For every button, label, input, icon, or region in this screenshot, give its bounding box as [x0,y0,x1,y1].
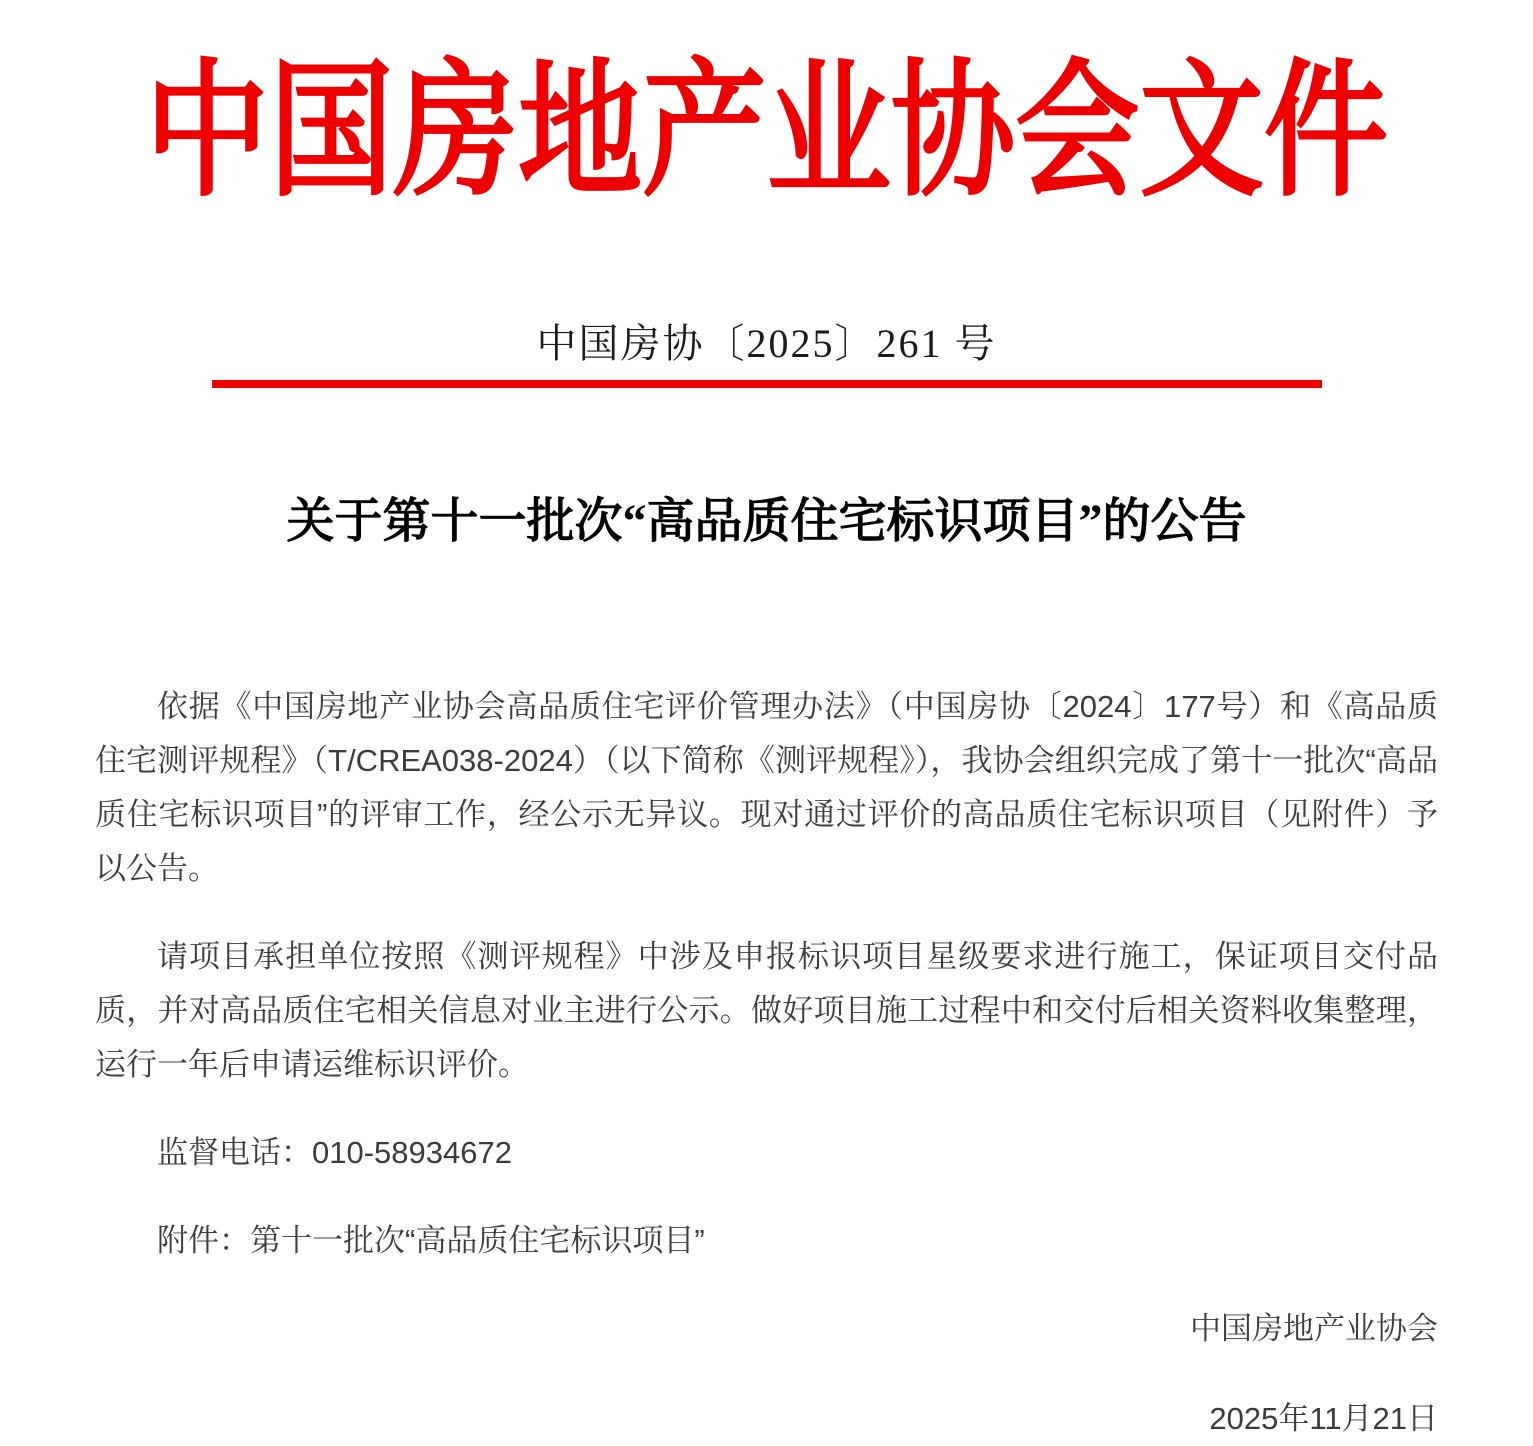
supervision-phone-line: 监督电话：010-58934672 [157,1135,512,1170]
document-page [0,38,1533,1436]
attachment-line: 附件：第十一批次“高品质住宅标识项目” [157,1223,705,1258]
red-divider-line [212,380,1322,388]
doc-number: 中国房协〔2025〕261 号 [536,321,997,366]
document-main [0,492,1533,1446]
paragraph-1: 依据《中国房地产业协会高品质住宅评价管理办法》（中国房协〔2024〕177号）和《高品质住宅测评规程》（T/CREA038-2024）（以下简称《测评规程》），我协会组织完成了第十一批次“高品质住宅标识项目”的评审工作，经公示无异议。现对通过评价的高品质住宅标识项目（见附件）予以公告。 [95,689,1438,886]
document-title: 关于第十一批次“高品质住宅标识项目”的公告 [286,495,1247,548]
signature-block [95,1302,1438,1446]
letterhead-org-title: 中国房地产业协会文件 [144,51,1389,215]
signature-org: 中国房地产业协会 [1190,1311,1438,1346]
paragraph-2: 请项目承担单位按照《测评规程》中涉及申报标识项目星级要求进行施工，保证项目交付品质，并对高品质住宅相关信息对业主进行公示。做好项目施工过程中和交付后相关资料收集整理，运行一年后申请运维标识评价。 [95,939,1438,1082]
document-content [95,680,1438,1446]
letterhead [0,38,1533,388]
signature-date: 2025年11月21日 [1209,1401,1438,1436]
